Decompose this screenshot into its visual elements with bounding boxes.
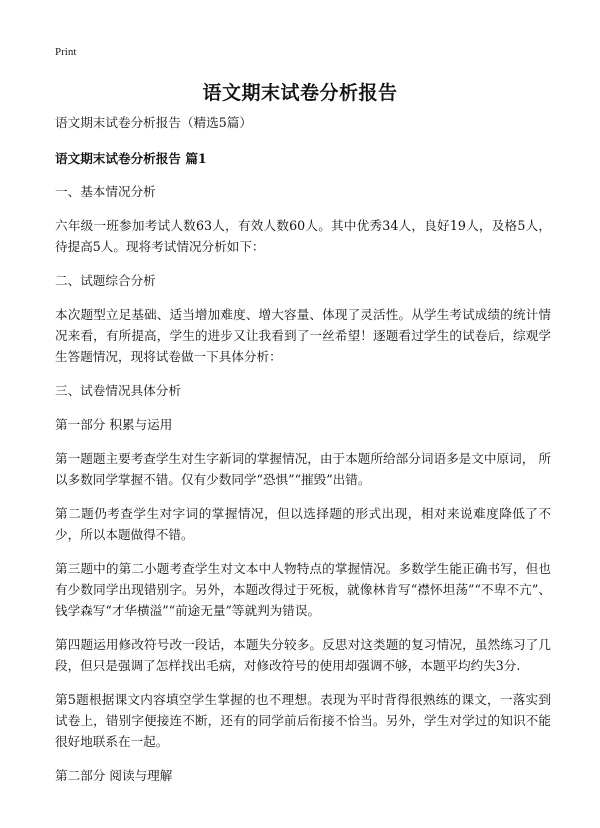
paragraph-overall-analysis: 本次题型立足基础、适当增加难度、增大容量、体现了灵活性。从学生考试成绩的统计情况来看，有所提高，学生的进步又让我看到了一丝希望！逐题看过学生的试卷后，综观学生答题情况，现将试卷做一下具体分析： bbox=[55, 307, 551, 364]
section-title: 语文期末试卷分析报告 篇1 bbox=[55, 151, 207, 166]
paragraph-basic-situation: 六年级一班参加考试人数63人，有效人数60人。其中优秀34人，良好19人，及格5人，待提高5人。现将考试情况分析如下： bbox=[55, 218, 551, 254]
paragraph-question-2: 第二题仍考查学生对字词的掌握情况，但以选择题的形式出现，相对来说难度降低了不少，所以本题做得不错。 bbox=[55, 506, 551, 542]
paragraph-question-1: 第一题题主要考查学生对生字新词的掌握情况，由于本题所给部分词语多是文中原词， 所以多数同学掌握不错。仅有少数同学“恐惧”“摧毁”出错。 bbox=[55, 451, 551, 487]
document-title: 语文期末试卷分析报告 bbox=[202, 82, 398, 104]
paragraph-question-3: 第三题中的第二小题考查学生对文本中人物特点的掌握情况。多数学生能正确书写，但也有少数同学出现错别字。另外，本题改得过于死板，就像林肯写“襟怀坦荡”“不卑不亢”、钱学森写“才华横溢”“前途无量”等就判为错误。 bbox=[55, 561, 551, 618]
document-subtitle: 语文期末试卷分析报告（精选5篇） bbox=[55, 115, 252, 130]
heading-specific-analysis: 三、试卷情况具体分析 bbox=[55, 383, 181, 398]
heading-basic-situation: 一、基本情况分析 bbox=[55, 184, 156, 199]
heading-part-two: 第二部分 阅读与理解 bbox=[55, 768, 173, 783]
heading-part-one: 第一部分 积累与运用 bbox=[55, 417, 173, 432]
paragraph-question-4: 第四题运用修改符号改一段话，本题失分较多。反思对这类题的复习情况，虽然练习了几段，但只是强调了怎样找出毛病，对修改符号的使用却强调不够，本题平均约失3分. bbox=[55, 637, 551, 673]
heading-overall-analysis: 二、试题综合分析 bbox=[55, 273, 156, 288]
print-link[interactable]: Print bbox=[55, 46, 77, 58]
document-body bbox=[55, 112, 551, 799]
paragraph-question-5: 第5题根据课文内容填空学生掌握的也不理想。表现为平时背得很熟练的课文，一落实到试卷上，错别字便接连不断，还有的同学前后衔接不恰当。另外，学生对学过的知识不能很好地联系在一起。 bbox=[55, 692, 551, 749]
